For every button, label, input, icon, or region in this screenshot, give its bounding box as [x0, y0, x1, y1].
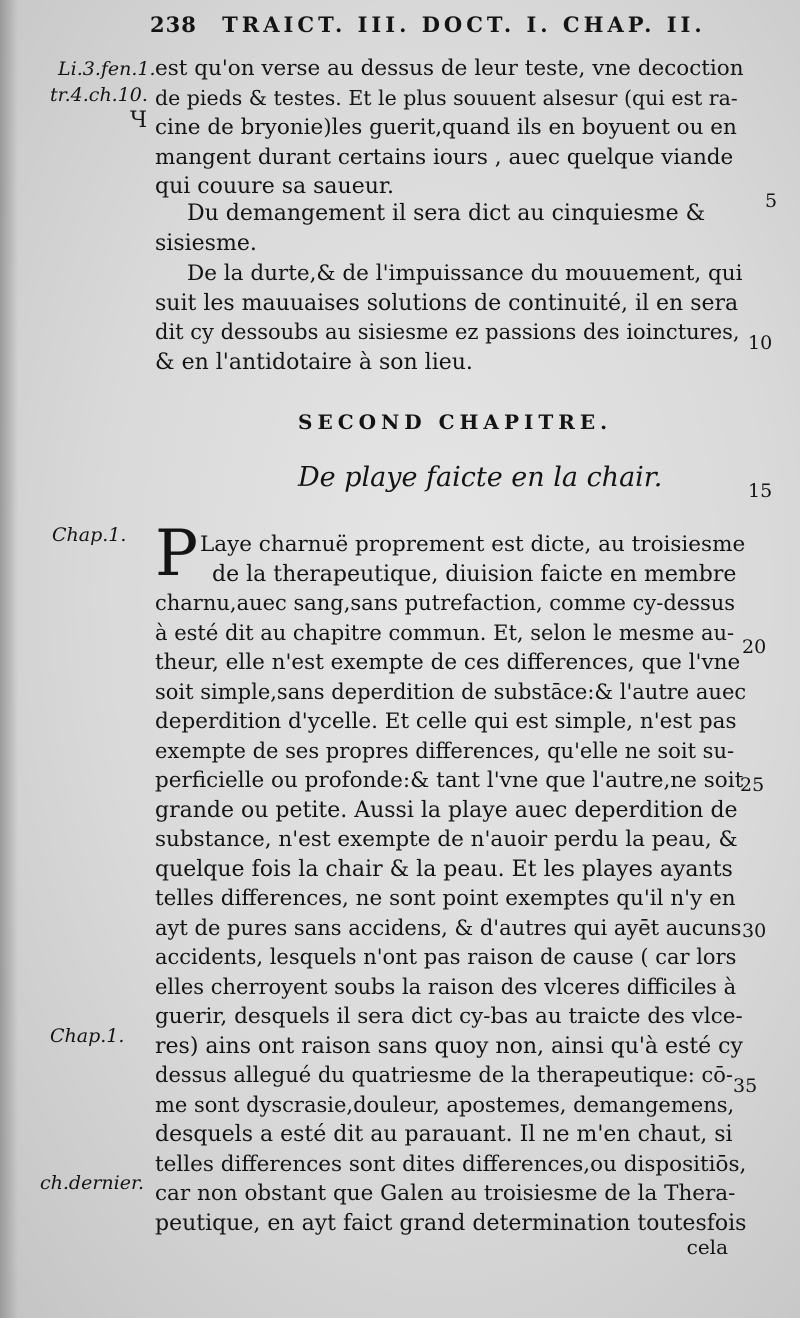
line-number-15: 15 [748, 480, 773, 502]
text-line: peutique, en ayt faict grand determination toutesfois [155, 1210, 747, 1236]
text-line: desquels a esté dit au parauant. Il ne m'en chaut, si [155, 1122, 733, 1147]
drop-cap: P [155, 517, 199, 591]
chapter-title: SECOND CHAPITRE. [298, 410, 613, 434]
text-line: elles cherroyent soubs la raison des vlceres difficiles à [155, 974, 737, 999]
text-line: est qu'on verse au dessus de leur teste, vne decoction [155, 56, 744, 81]
text-line: telles differences, ne sont point exemptes qu'il n'y en [155, 886, 736, 911]
text-line: exempte de ses propres differences, qu'elle ne soit su- [155, 738, 735, 763]
text-line: telles differences sont dites differences,ou dispositiōs, [155, 1151, 747, 1177]
text-line: deperdition d'ycelle. Et celle qui est simple, n'est pas [155, 709, 737, 734]
text-line: Du demangement il sera dict au cinquiesme & [187, 201, 706, 226]
margin-note-ref2: tr.4.ch.10. [50, 84, 148, 106]
running-header [150, 12, 750, 37]
margin-note-chap1b: Chap.1. [50, 1025, 125, 1047]
body-paragraph [155, 589, 745, 1238]
text-line: Laye charnuë proprement est dicte, au troisiesme [200, 532, 746, 557]
text-line: dit cy dessoubs au sisiesme ez passions des ioinctures, [155, 320, 740, 344]
gutter-shadow [0, 0, 18, 1318]
line-number-20: 20 [742, 636, 767, 658]
margin-note-ref1: Li.3.fen.1. [58, 58, 156, 80]
text-line: suit les mauuaises solutions de continuité, il en sera [155, 290, 739, 316]
text-line: De la durte,& de l'impuissance du mouuement, qui [187, 261, 743, 286]
line-number-25: 25 [740, 774, 765, 796]
running-title: TRAICT. III. DOCT. I. CHAP. II. [222, 12, 706, 37]
text-line: de pieds & testes. Et le plus souuent alsesur (qui est ra- [155, 85, 738, 110]
text-line: substance, n'est exempte de n'auoir perdu la peau, & [155, 827, 738, 852]
text-line: me sont dyscrasie,douleur, apostemes, demangemens, [155, 1092, 735, 1117]
text-line: quelque fois la chair & la peau. Et les playes ayants [155, 856, 733, 882]
text-line: accidents, lesquels n'ont pas raison de cause ( car lors [155, 945, 737, 969]
text-line: qui couure sa saueur. [155, 174, 394, 199]
text-line: dessus allegué du quatriesme de la therapeutique: cō- [155, 1063, 734, 1087]
margin-marker: Ч [130, 108, 148, 133]
text-line: cine de bryonie)les guerit,quand ils en boyuent ou en [155, 115, 737, 140]
line-number-35: 35 [733, 1075, 758, 1097]
line-number-10: 10 [748, 332, 773, 354]
catchword: cela [686, 1235, 728, 1259]
text-line: car non obstant que Galen au troisiesme de la Thera- [155, 1181, 736, 1206]
line-number-30: 30 [742, 920, 767, 942]
text-line: soit simple,sans deperdition de substāce:& l'autre auec [155, 679, 747, 704]
text-line: theur, elle n'est exempte de ces differences, que l'vne [155, 650, 741, 675]
top-paragraph [155, 54, 745, 202]
text-line: charnu,auec sang,sans putrefaction, comme cy-dessus [155, 591, 736, 615]
text-line: sisiesme. [155, 230, 257, 256]
margin-note-dernier: ch.dernier. [40, 1172, 144, 1194]
text-line: mangent durant certains iours , auec quelque viande [155, 144, 734, 170]
body-first-lines [200, 530, 745, 589]
paragraph-demangement [155, 199, 745, 258]
text-line: res) ains ont raison sans quoy non, ainsi qu'à esté cy [155, 1033, 743, 1059]
text-line: guerir, desquels il sera dict cy-bas au traicte des vlce- [155, 1004, 743, 1029]
text-line: grande ou petite. Aussi la playe auec deperdition de [155, 797, 738, 823]
margin-note-chap1a: Chap.1. [52, 524, 127, 546]
text-line: ayt de pures sans accidens, & d'autres qui ayēt aucuns [155, 915, 742, 940]
text-line: & en l'antidotaire à son lieu. [155, 349, 473, 375]
text-line: de la therapeutique, diuision faicte en membre [212, 561, 737, 587]
paragraph-durte [155, 259, 745, 377]
line-number-5: 5 [765, 190, 778, 212]
chapter-subtitle: De playe faicte en la chair. [298, 462, 663, 493]
text-line: perficielle ou profonde:& tant l'vne que l'autre,ne soit [155, 768, 744, 793]
page-number: 238 [150, 12, 197, 37]
text-line: à esté dit au chapitre commun. Et, selon le mesme au- [155, 620, 735, 645]
